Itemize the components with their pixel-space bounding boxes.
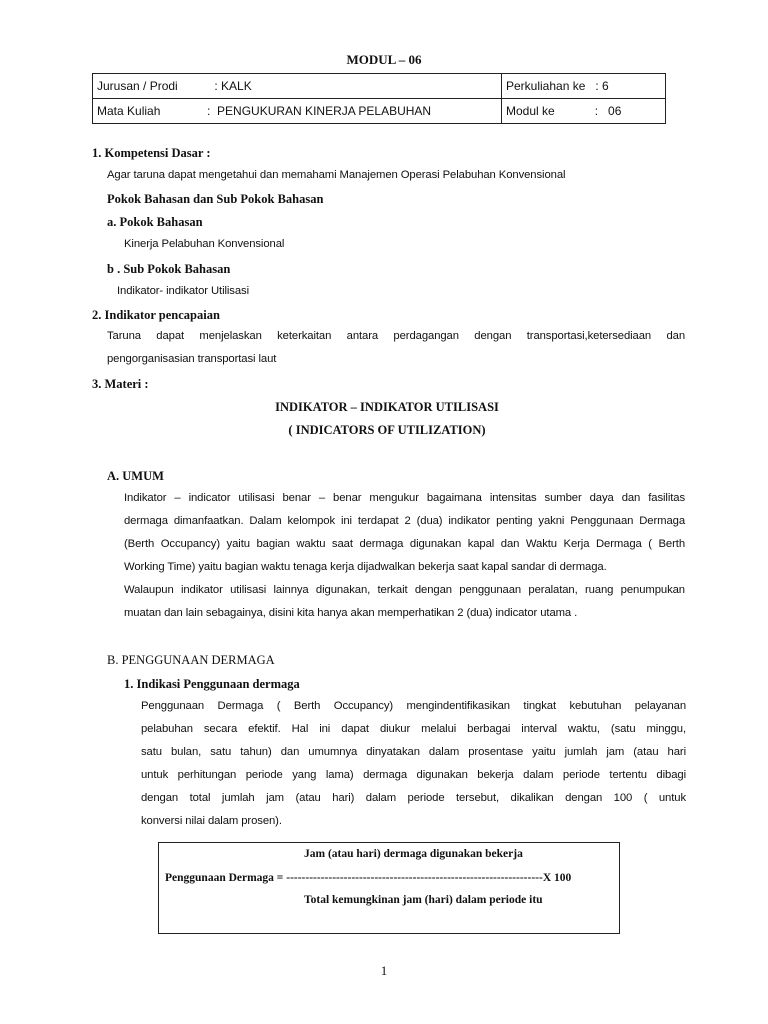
section-a-line (124, 584, 685, 596)
material-title: INDIKATOR – INDIKATOR UTILISASI (275, 400, 499, 414)
main-topic-heading: a. Pokok Bahasan (107, 215, 203, 229)
section-a-line: muatan dan lain sebagainya, disini kita hanya akan memperhatikan 2 (dua) indicator utama . (124, 607, 578, 619)
indicator-text-line-2: pengorganisasian transportasi laut (107, 353, 277, 365)
sub-topic-text: Indikator- indikator Utilisasi (117, 285, 249, 297)
module-number-cell: Modul ke : 06 (502, 99, 666, 124)
indicator-text-line-1 (107, 330, 685, 342)
course-name-cell: Mata Kuliah : PENGUKURAN KINERJA PELABUHAN (93, 99, 502, 124)
formula-denominator: Total kemungkinan jam (hari) dalam periode itu (304, 894, 543, 906)
section-b-line (141, 723, 686, 735)
lecture-number-cell: Perkuliahan ke : 6 (502, 74, 666, 99)
material-subtitle: ( INDICATORS OF UTILIZATION) (288, 423, 486, 437)
module-title: MODUL – 06 (346, 52, 422, 67)
formula-numerator: Jam (atau hari) dermaga digunakan bekerja (304, 848, 523, 860)
paragraph-line: satu bulan, satu tahun) dan umumnya dinyatakan dalam prosentase yaitu jumlah jam (atau hari (141, 746, 686, 758)
sub-topic-heading: b . Sub Pokok Bahasan (107, 262, 231, 276)
program-cell: Jurusan / Prodi : KALK (93, 74, 502, 99)
section-a-heading: A. UMUM (107, 469, 164, 483)
paragraph-line: Indikator – indicator utilisasi benar – benar mengukur bagaimana intensitas sumber daya dan fasilitas (124, 492, 685, 504)
section-b-line (141, 700, 686, 712)
paragraph-line: (Berth Occupancy) yaitu bagian waktu saat dermaga digunakan kapal dan Waktu Kerja Dermaga ( Berth (124, 538, 685, 550)
formula-line (165, 872, 571, 884)
page-number: 1 (380, 963, 388, 978)
topic-heading: Pokok Bahasan dan Sub Pokok Bahasan (107, 192, 324, 206)
section-b-line (141, 792, 686, 804)
main-topic-text: Kinerja Pelabuhan Konvensional (124, 238, 285, 250)
section-a-line (124, 538, 685, 550)
paragraph-line: dermaga dimanfaatkan. Dalam kelompok ini terdapat 2 (dua) indikator penting yakni Penggunaan Dermaga (124, 515, 685, 527)
section-a-line (124, 492, 685, 504)
table-row (93, 99, 666, 124)
section-2-heading: 2. Indikator pencapaian (92, 308, 220, 322)
section-b-subheading: 1. Indikasi Penggunaan dermaga (124, 677, 300, 691)
formula-multiplier: X 100 (542, 872, 572, 884)
section-b-heading: B. PENGGUNAAN DERMAGA (107, 653, 275, 667)
paragraph-line: dengan total jumlah jam (atau hari) dalam periode tersebut, dikalikan dengan 100 ( untuk (141, 792, 686, 804)
section-a-line (124, 515, 685, 527)
course-info-table (92, 73, 666, 124)
section-b-line (141, 746, 686, 758)
paragraph-line: untuk perhitungan periode yang lama) dermaga digunakan bekerja dalam periode tertentu dibagi (141, 769, 686, 781)
section-a-line: Working Time) yaitu bagian waktu tenaga kerja dijadwalkan bekerja saat kapal sandar di dermaga. (124, 561, 607, 573)
formula-fraction-bar: ------------------------------------------------------------------- (286, 872, 543, 884)
section-1-heading: 1. Kompetensi Dasar : (92, 146, 211, 160)
section-b-line (141, 769, 686, 781)
paragraph-line: Taruna dapat menjelaskan keterkaitan antara perdagangan dengan transportasi,ketersediaan dan (107, 330, 685, 342)
formula-lhs: Penggunaan Dermaga = (165, 872, 287, 884)
competency-text: Agar taruna dapat mengetahui dan memahami Manajemen Operasi Pelabuhan Konvensional (107, 169, 566, 181)
paragraph-line: Penggunaan Dermaga ( Berth Occupancy) mengindentifikasikan tingkat kebutuhan pelayanan (141, 700, 686, 712)
paragraph-line: pelabuhan secara efektif. Hal ini dapat diukur melalui berbagai interval waktu, (satu minggu, (141, 723, 686, 735)
table-row (93, 74, 666, 99)
section-b-line: konversi nilai dalam prosen). (141, 815, 282, 827)
section-3-heading: 3. Materi : (92, 377, 149, 391)
paragraph-line: Walaupun indikator utilisasi lainnya digunakan, terkait dengan penggunaan peralatan, ruang penumpukan (124, 584, 685, 596)
